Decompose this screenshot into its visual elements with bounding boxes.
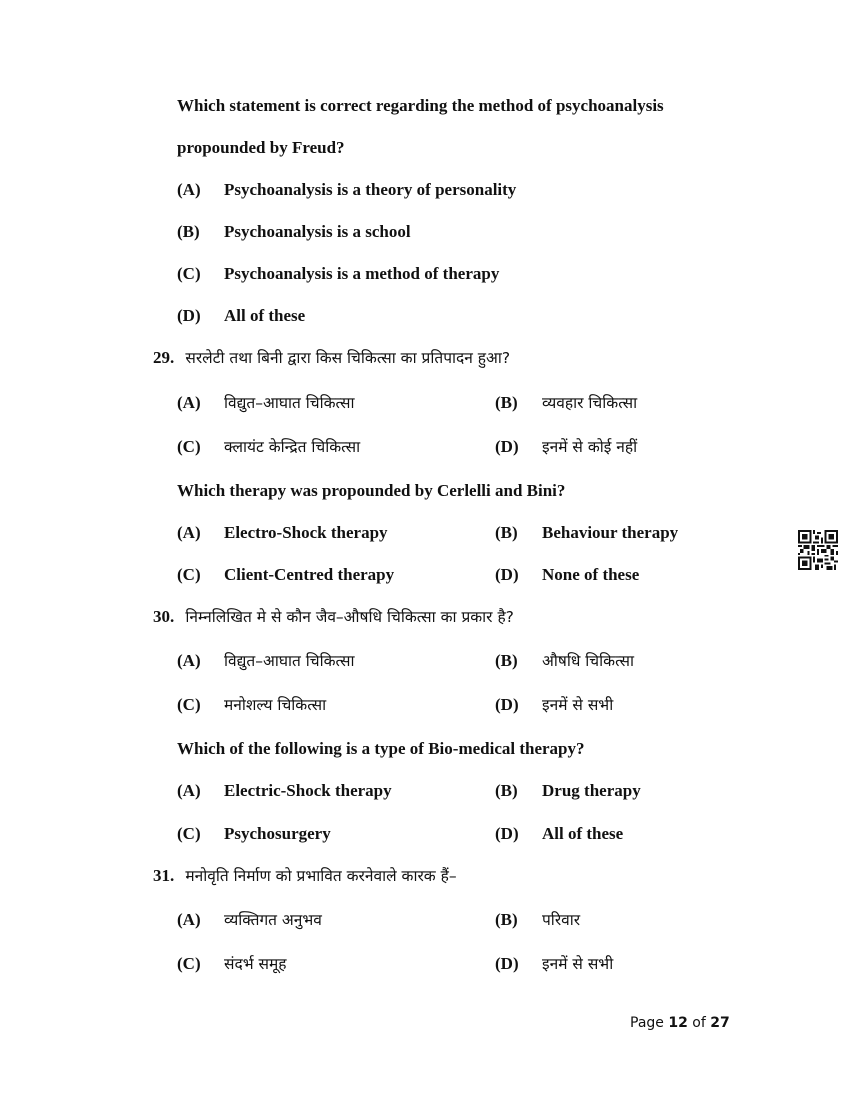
option-text: Drug therapy [542, 781, 641, 800]
option-text: इनमें से सभी [542, 955, 614, 973]
option-text: विद्युत–आघात चिकित्सा [224, 652, 355, 670]
option-text: विद्युत–आघात चिकित्सा [224, 394, 355, 412]
option-text: Electro-Shock therapy [224, 523, 388, 542]
option-label: (D) [495, 954, 519, 973]
option-label: (A) [177, 180, 201, 199]
option-label: (C) [177, 565, 201, 584]
option-text: Psychoanalysis is a method of therapy [224, 264, 500, 283]
option-label: (A) [177, 523, 201, 542]
option-label: (D) [495, 565, 519, 584]
option-text: Psychoanalysis is a school [224, 222, 411, 241]
option-label: (B) [495, 651, 518, 670]
option-label: (B) [495, 393, 518, 412]
option-text: Psychoanalysis is a theory of personality [224, 180, 517, 199]
option-text: All of these [224, 306, 306, 325]
option-text: Behaviour therapy [542, 523, 679, 542]
option-text: Client-Centred therapy [224, 565, 395, 584]
page-current: 12 [668, 1015, 688, 1031]
option-text: None of these [542, 565, 640, 584]
question-number: 29. [153, 348, 175, 367]
option-text: क्लायंट केन्द्रित चिकित्सा [224, 438, 361, 456]
page-total: 27 [710, 1015, 730, 1031]
option-label: (D) [495, 824, 519, 843]
option-label: (B) [495, 523, 518, 542]
option-label: (C) [177, 824, 201, 843]
option-label: (A) [177, 781, 201, 800]
q30-stem-en: Which of the following is a type of Bio-medical therapy? [177, 739, 585, 758]
q31-stem-hi [153, 866, 457, 886]
page-word: Page [630, 1015, 664, 1031]
q29-stem-hi [153, 348, 510, 368]
option-label: (D) [495, 437, 519, 456]
option-text: मनोशल्य चिकित्सा [224, 696, 327, 714]
option-text: इनमें से कोई नहीं [542, 438, 638, 456]
q28-stem-line2: propounded by Freud? [177, 138, 345, 157]
option-text: औषधि चिकित्सा [542, 652, 634, 670]
question-number: 30. [153, 607, 175, 626]
q28-stem-line1: Which statement is correct regarding the method of psychoanalysis [177, 96, 664, 115]
option-text: परिवार [542, 911, 581, 929]
question-number: 31. [153, 866, 175, 885]
option-label: (B) [177, 222, 200, 241]
option-text: इनमें से सभी [542, 696, 614, 714]
option-label: (C) [177, 437, 201, 456]
option-label: (B) [495, 781, 518, 800]
option-label: (A) [177, 651, 201, 670]
option-label: (C) [177, 954, 201, 973]
option-label: (C) [177, 695, 201, 714]
option-label: (D) [495, 695, 519, 714]
question-text-hi: मनोवृति निर्माण को प्रभावित करनेवाले कारक हैं– [185, 867, 457, 885]
option-text: Electric-Shock therapy [224, 781, 392, 800]
page-footer [630, 1015, 730, 1031]
option-text: व्यवहार चिकित्सा [542, 394, 638, 412]
option-text: Psychosurgery [224, 824, 331, 843]
question-text-hi: निम्नलिखित मे से कौन जैव–औषधि चिकित्सा का प्रकार है? [185, 608, 514, 626]
q30-stem-hi [153, 607, 514, 627]
option-label: (C) [177, 264, 201, 283]
page-of-word: of [692, 1015, 706, 1031]
option-label: (A) [177, 393, 201, 412]
option-text: व्यक्तिगत अनुभव [224, 911, 322, 929]
option-label: (D) [177, 306, 201, 325]
option-label: (B) [495, 910, 518, 929]
qr-code-icon [798, 530, 838, 570]
option-text: All of these [542, 824, 624, 843]
q29-stem-en: Which therapy was propounded by Cerlelli and Bini? [177, 481, 566, 500]
option-label: (A) [177, 910, 201, 929]
option-text: संदर्भ समूह [224, 955, 287, 973]
question-text-hi: सरलेटी तथा बिनी द्वारा किस चिकित्सा का प्रतिपादन हुआ? [185, 349, 511, 367]
